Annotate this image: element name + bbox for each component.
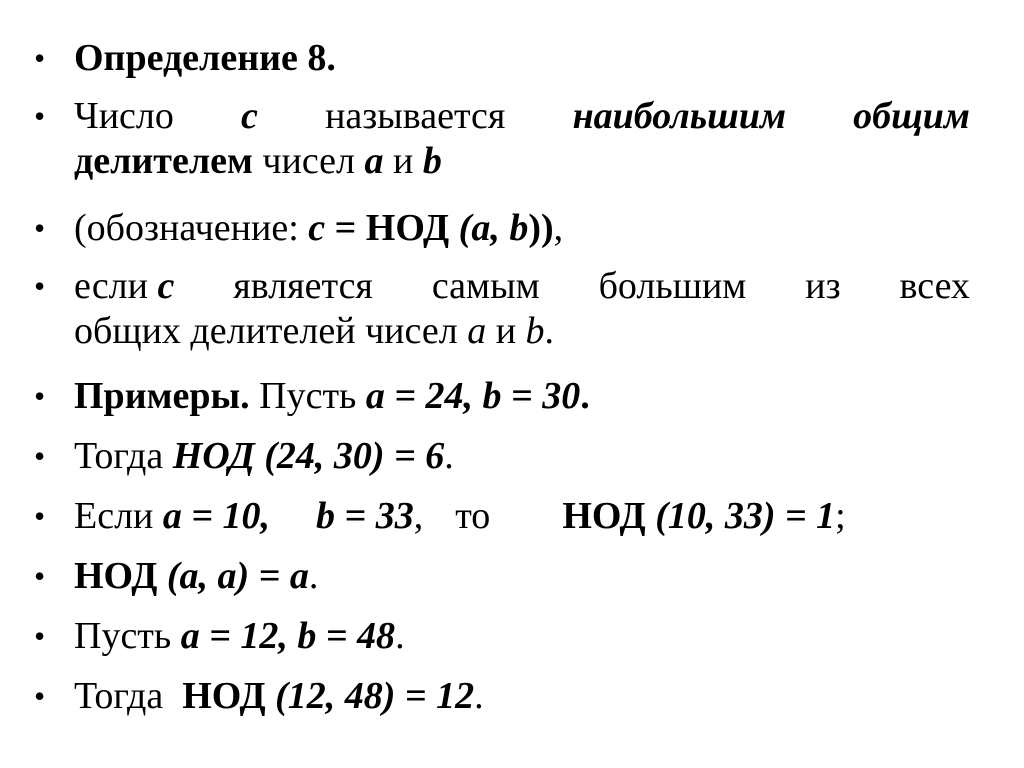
period: . <box>444 435 454 477</box>
bullet: • <box>34 618 46 654</box>
example-3-result-line <box>74 674 484 719</box>
bullet: • <box>34 210 46 246</box>
examples-heading: Примеры. <box>74 375 250 417</box>
text: Пусть <box>74 615 181 657</box>
gcd-symbol: НОД <box>182 675 276 717</box>
variable-b: b <box>422 140 442 182</box>
text: , <box>553 207 564 249</box>
word: самым <box>431 265 540 307</box>
period: . <box>395 615 405 657</box>
value-b: b = 33 <box>316 495 414 537</box>
example-result-line <box>74 434 454 479</box>
variable-c: c <box>157 265 175 307</box>
text: чисел <box>252 140 365 182</box>
text: Если <box>74 495 163 537</box>
definition-line-2 <box>74 139 442 184</box>
notation-line <box>74 206 563 251</box>
definition-title: Определение 8. <box>74 37 336 79</box>
gcd-identity-line <box>74 554 318 599</box>
term-common: общим <box>853 95 970 137</box>
variable-a: a <box>467 310 487 352</box>
variable-b: b <box>525 310 545 352</box>
word: Число <box>74 95 174 137</box>
example-values: a = 12, b = 48 <box>180 615 396 657</box>
value-a: a = 10, <box>162 495 271 537</box>
word: если c <box>74 265 175 307</box>
text: и <box>383 140 423 182</box>
term-greatest: наибольшим <box>572 95 786 137</box>
text: Пусть <box>249 375 366 417</box>
example-values: a = 24, b = 30 <box>365 375 581 417</box>
bullet: • <box>34 40 46 76</box>
text: Тогда <box>74 675 183 717</box>
text: общих делителей чисел <box>74 310 468 352</box>
condition-line-2 <box>74 309 554 354</box>
example-3-line <box>74 614 405 659</box>
examples-line <box>74 374 590 419</box>
definition-line-1 <box>74 94 970 139</box>
variable-c: c <box>308 207 326 249</box>
gcd-symbol: = НОД <box>325 207 459 249</box>
bullet: • <box>34 678 46 714</box>
period: . <box>580 375 590 417</box>
bullet: • <box>34 438 46 474</box>
word: называется <box>325 95 506 137</box>
gcd-symbol: НОД <box>562 495 656 537</box>
gcd-expression: (10, 33) = 1 <box>655 495 836 537</box>
bullet: • <box>34 98 46 134</box>
gcd-expression: НОД (24, 30) = 6 <box>172 435 445 477</box>
condition-line-1 <box>74 264 970 309</box>
period: . <box>474 675 484 717</box>
gcd-expression: (a, a) = a <box>166 555 309 597</box>
text: и <box>486 310 526 352</box>
bullet: • <box>34 378 46 414</box>
term-divisor: делителем <box>74 140 253 182</box>
variable-a: a <box>364 140 384 182</box>
text: то <box>455 495 491 537</box>
comma: , <box>413 495 424 537</box>
closing-parens: )) <box>528 207 554 249</box>
word: является <box>233 265 373 307</box>
example-2-line <box>74 494 846 539</box>
semicolon: ; <box>835 495 846 537</box>
bullet: • <box>34 268 46 304</box>
period: . <box>308 555 319 597</box>
text: (обозначение: <box>74 207 309 249</box>
gcd-args: (a, b <box>458 207 529 249</box>
text: Тогда <box>74 435 173 477</box>
word: всех <box>899 265 970 307</box>
gcd-symbol: НОД <box>74 555 167 597</box>
bullet: • <box>34 558 46 594</box>
word: большим <box>598 265 747 307</box>
text: . <box>544 310 555 352</box>
variable-c: c <box>241 95 258 137</box>
bullet: • <box>34 498 46 534</box>
gcd-expression: (12, 48) = 12 <box>275 675 475 717</box>
word: из <box>805 265 841 307</box>
